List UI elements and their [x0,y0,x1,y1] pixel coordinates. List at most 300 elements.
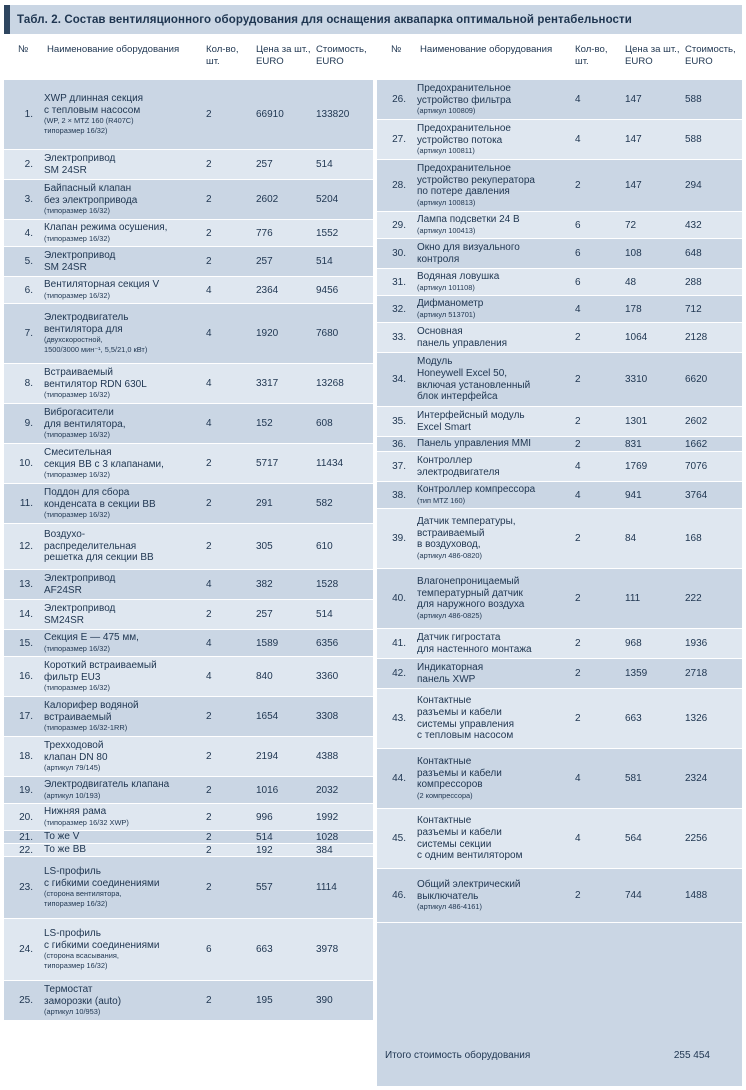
table-row [4,857,373,919]
equipment-name [415,484,570,506]
table-row [4,630,373,657]
unit-price: 291 [256,498,273,509]
quantity: 2 [575,180,581,191]
equipment-name [415,455,570,478]
quantity: 4 [206,418,212,429]
unit-price: 564 [625,833,642,844]
unit-price: 178 [625,303,642,315]
name-note: (артикул 486-0825) [417,610,482,620]
name-line: LS-профиль [44,865,101,877]
unit-price: 663 [625,713,642,724]
table-row [377,120,742,160]
unit-price: 941 [625,489,642,501]
total-cost: 2718 [685,668,708,679]
name-line: разъемы и кабели [417,706,502,718]
unit-price: 382 [256,579,273,590]
name-note: (типоразмер 16/32 XWP) [44,817,129,827]
name-line: Датчик температуры, [417,516,516,528]
name-line: Honeywell Excel 50, [417,367,508,379]
table-row [4,831,373,844]
name-line: для наружного воздуха [417,599,525,611]
name-note: (типоразмер 16/32) [44,390,110,400]
name-line: системы управления [417,718,514,730]
row-number: 15. [19,637,33,649]
unit-price: 257 [256,609,273,620]
equipment-name [415,410,570,433]
total-cost: 133820 [316,109,350,120]
name-line: Трехходовой [44,739,104,751]
total-cost: 2128 [685,332,708,343]
unit-price: 1016 [256,784,279,796]
name-note: (артикул 100413) [417,225,476,235]
name-line: Электропривод [44,152,116,164]
equipment-name [42,279,201,301]
name-line: Электродвигатель клапана [44,779,170,791]
table-row [4,600,373,630]
total-cost: 432 [685,219,702,231]
name-note: (типоразмер 16/32) [44,430,110,440]
quantity: 2 [206,256,212,267]
name-line: SM24SR [44,614,85,626]
total-cost: 648 [685,248,702,259]
total-cost: 2324 [685,773,708,784]
name-note: (тип MTZ 160) [417,495,466,505]
total-cost: 1488 [685,890,708,901]
name-note: (WP, 2 × MTZ 160 (R407C) [44,116,134,126]
header-cost: Стоимость, EURO [685,44,736,67]
name-note: (артикул 101108) [417,282,475,292]
table-title-bar [4,5,742,34]
row-number: 39. [392,533,406,544]
equipment-name [42,660,201,693]
name-line: панель XWP [417,673,476,685]
row-number: 23. [19,882,33,893]
header-name: Наименование оборудования [47,44,180,55]
equipment-name [415,123,570,156]
name-line: встраиваемый [44,711,112,723]
name-line: разъемы и кабели [417,826,502,838]
name-line: вентилятор RDN 630L [44,378,147,390]
name-line: Смесительная [44,446,112,458]
name-line: с тепловым насосом [417,730,514,742]
name-note: (типоразмер 16/32) [44,290,110,300]
name-line: с тепловым насосом [44,104,141,116]
name-line: Панель управления MMI [417,438,532,450]
total-cost: 588 [685,134,702,145]
total-cost: 610 [316,541,333,552]
equipment-name [42,447,201,480]
name-line: Контактные [417,815,472,827]
unit-price: 840 [256,671,273,682]
quantity: 2 [206,159,212,170]
table-row [4,220,373,247]
name-line: SM 24SR [44,261,87,273]
quantity: 4 [575,94,581,105]
table-row [4,484,373,524]
name-line: Предохранительное [417,163,511,175]
table-row [4,524,373,570]
quantity: 2 [206,882,212,893]
row-number: 35. [392,416,406,427]
name-line: в воздуховод, [417,539,481,551]
table-row [377,323,742,353]
quantity: 4 [206,284,212,296]
table-row [4,150,373,180]
equipment-name [415,326,570,349]
name-note: (двухскоростной, [44,335,103,345]
quantity: 2 [206,227,212,239]
quantity: 2 [206,784,212,796]
row-number: 22. [19,844,33,856]
total-cost: 1028 [316,831,339,843]
row-number: 43. [392,713,406,724]
row-number: 37. [392,461,406,472]
name-line: Индикаторная [417,661,484,673]
unit-price: 557 [256,882,273,893]
equipment-name [42,250,201,273]
name-line: компрессоров [417,779,483,791]
header-qty: Кол-во, шт. [206,44,239,67]
name-note: (сторона всасывания, [44,951,119,961]
name-line: без электропривода [44,194,138,206]
name-line: SM 24SR [44,164,87,176]
equipment-name [415,298,570,320]
equipment-name [42,487,201,520]
total-cost: 390 [316,995,333,1006]
equipment-name [42,573,201,596]
table-row [377,160,742,212]
name-line: Модуль [417,356,453,368]
table-row [377,407,742,437]
table-header [377,38,742,80]
rows-right [377,80,742,923]
row-number: 3. [24,194,33,205]
table-row [4,247,373,277]
table-row [377,569,742,629]
equipment-name [42,700,201,733]
row-number: 12. [19,541,33,552]
name-line: устройство рекуператора [417,174,535,186]
quantity: 4 [575,489,581,501]
name-line: Контроллер [417,454,473,466]
name-line: Окно для визуального [417,241,520,253]
table-left-column [4,38,373,1086]
name-line: секция ВВ с 3 клапанами, [44,458,164,470]
table-row [4,570,373,600]
name-line: Лампа подсветки 24 В [417,214,520,226]
name-line: Excel Smart [417,421,471,433]
quantity: 4 [575,461,581,472]
equipment-name [42,632,201,654]
name-line: с одним вентилятором [417,850,523,862]
name-note: (артикул 486-0820) [417,550,482,560]
equipment-name [42,183,201,216]
unit-price: 147 [625,134,642,145]
name-line: для вентилятора, [44,418,126,430]
total-cost: 1326 [685,713,708,724]
unit-price: 1654 [256,711,279,722]
name-line: контроля [417,253,460,265]
name-note: (типоразмер 16/32) [44,470,110,480]
name-note: (артикул 10/193) [44,790,101,800]
name-line: вентилятора для [44,323,123,335]
header-num: № [391,44,402,55]
name-line: Контактные [417,756,472,768]
name-line: устройство фильтра [417,94,512,106]
quantity: 2 [206,609,212,620]
equipment-name [415,815,570,861]
row-number: 2. [24,159,33,170]
quantity: 4 [575,773,581,784]
name-note: (типоразмер 16/32) [44,643,110,653]
header-price: Цена за шт., EURO [625,44,680,67]
table-row [377,659,742,689]
name-line: заморозки (auto) [44,995,122,1007]
row-number: 5. [24,256,33,267]
table-row [4,277,373,304]
name-line: То же ВВ [44,844,87,856]
table-row [4,404,373,444]
total-cost: 2256 [685,833,708,844]
total-cost: 1936 [685,638,708,649]
table-row [4,981,373,1021]
quantity: 2 [206,811,212,823]
name-line: AF24SR [44,584,82,596]
name-note: 1500/3000 мин⁻¹, 5,5/21,0 кВт) [44,345,148,355]
total-cost: 13268 [316,378,344,389]
name-line: Датчик гигростата [417,631,501,643]
unit-price: 147 [625,180,642,191]
name-note: типоразмер 16/32) [44,126,108,136]
quantity: 6 [575,219,581,231]
table-row [377,482,742,509]
name-line: Байпасный клапан [44,182,132,194]
quantity: 2 [575,890,581,901]
table-row [4,444,373,484]
name-line: Поддон для сбора [44,486,130,498]
name-line: Термостат [44,983,93,995]
equipment-name [42,603,201,626]
equipment-name [415,516,570,561]
unit-price: 776 [256,227,273,239]
table-row [4,804,373,831]
equipment-name [415,242,570,265]
table-row [377,239,742,269]
table-title: Табл. 2. Состав вентиляционного оборудования для оснащения аквапарка оптимальной рентабельности [17,13,632,26]
row-number: 4. [24,227,33,239]
name-line: клапан DN 80 [44,751,108,763]
header-qty: Кол-во, шт. [575,44,608,67]
row-number: 31. [392,276,406,288]
equipment-name [42,222,201,244]
row-number: 42. [392,668,406,679]
name-line: электродвигателя [417,466,500,478]
quantity: 4 [206,637,212,649]
total-cost: 514 [316,609,333,620]
name-line: разъемы и кабели [417,767,502,779]
total-cost: 288 [685,276,702,288]
equipment-name [415,163,570,208]
unit-price: 3317 [256,378,279,389]
unit-price: 744 [625,890,642,901]
quantity: 2 [575,593,581,604]
equipment-name [415,695,570,741]
name-line: Контактные [417,695,472,707]
row-number: 25. [19,995,33,1006]
equipment-name [42,806,201,828]
name-note: (типоразмер 16/32) [44,683,110,693]
equipment-name [42,312,201,355]
equipment-name [42,367,201,400]
name-line: То же V [44,831,80,843]
row-number: 10. [19,458,33,469]
unit-price: 663 [256,944,273,955]
total-cost: 5204 [316,194,339,205]
equipment-name [415,632,570,655]
name-note: (типоразмер 16/32) [44,206,110,216]
name-note: (артикул 100813) [417,197,476,207]
unit-price: 1064 [625,332,648,343]
equipment-name [42,779,201,801]
quantity: 2 [575,533,581,544]
table-row [377,437,742,452]
row-number: 6. [24,284,33,296]
name-line: устройство потока [417,134,503,146]
name-note: (артикул 100809) [417,106,476,116]
name-line: температурный датчик [417,587,523,599]
quantity: 4 [575,833,581,844]
name-line: Виброгасители [44,406,114,418]
row-number: 16. [19,671,33,682]
total-cost: 3978 [316,944,339,955]
table-row [4,697,373,737]
quantity: 6 [206,944,212,955]
name-line: Водяная ловушка [417,271,500,283]
unit-price: 111 [625,593,641,604]
table-row [377,296,742,323]
total-cost: 1114 [316,882,337,893]
total-cost: 588 [685,94,702,105]
unit-price: 108 [625,248,642,259]
unit-price: 152 [256,418,273,429]
equipment-name [415,879,570,912]
equipment-name [415,271,570,293]
quantity: 2 [575,668,581,679]
equipment-name [42,928,201,971]
quantity: 2 [206,109,212,120]
name-line: Интерфейсный модуль [417,409,525,421]
row-number: 20. [19,811,33,823]
total-cost: 3360 [316,671,339,682]
table-row [377,452,742,482]
equipment-name [42,153,201,176]
row-number: 32. [392,303,406,315]
name-line: Предохранительное [417,82,511,94]
quantity: 2 [575,374,581,385]
name-line: Дифманометр [417,298,484,310]
equipment-name [415,576,570,621]
quantity: 2 [575,332,581,343]
row-number: 28. [392,180,406,191]
quantity: 2 [206,831,212,843]
quantity: 4 [575,134,581,145]
quantity: 2 [575,713,581,724]
equipment-name [42,529,201,564]
total-cost: 6356 [316,637,339,649]
name-line: Контроллер компрессора [417,484,536,496]
name-line: Секция E — 475 мм, [44,632,139,644]
unit-price: 3310 [625,374,648,385]
name-note: (типоразмер 16/32-1RR) [44,723,128,733]
table-row [377,353,742,407]
unit-price: 257 [256,159,273,170]
row-number: 14. [19,609,33,620]
row-number: 19. [19,784,33,796]
total-cost: 384 [316,844,333,856]
name-note: типоразмер 16/32) [44,899,108,909]
name-line: Калорифер водяной [44,699,139,711]
total-cost: 11434 [316,458,344,469]
name-note: (типоразмер 16/32) [44,233,110,243]
unit-price: 996 [256,811,273,823]
name-line: по потере давления [417,186,510,198]
equipment-name [42,866,201,909]
total-cost: 3764 [685,489,708,501]
table-right-column [377,38,742,1086]
table-row [4,844,373,857]
unit-price: 2364 [256,284,279,296]
name-line: Влагонепроницаемый [417,576,520,588]
row-number: 29. [392,219,406,231]
equipment-name [415,83,570,116]
name-line: Встраиваемый [44,366,113,378]
table-row [377,212,742,239]
total-cost: 2602 [685,416,708,427]
name-note: (артикул 10/953) [44,1007,101,1017]
total-cost: 6620 [685,374,708,385]
name-line: Предохранительное [417,122,511,134]
row-number: 1. [24,109,33,120]
table-header [4,38,373,80]
quantity: 2 [206,751,212,762]
equipment-name [415,438,570,450]
quantity: 6 [575,248,581,259]
row-number: 33. [392,332,406,343]
name-line: включая установленный [417,379,531,391]
equipment-name [42,93,201,136]
quantity: 4 [206,671,212,682]
equipment-name [415,662,570,685]
row-number: 7. [24,328,33,339]
row-number: 13. [19,579,33,590]
row-number: 40. [392,593,406,604]
quantity: 2 [206,194,212,205]
quantity: 4 [206,328,212,339]
total-cost: 608 [316,418,333,429]
row-number: 36. [392,438,406,450]
header-name: Наименование оборудования [420,44,553,55]
name-note: (2 компрессора) [417,790,473,800]
equipment-name [415,756,570,801]
unit-price: 84 [625,533,637,544]
name-line: для настенного монтажа [417,643,532,655]
table-row [4,80,373,150]
name-line: Электропривод [44,249,116,261]
name-note: (типоразмер 16/32) [44,510,110,520]
quantity: 4 [575,303,581,315]
total-cost: 582 [316,498,333,509]
rows-left [4,80,373,1021]
